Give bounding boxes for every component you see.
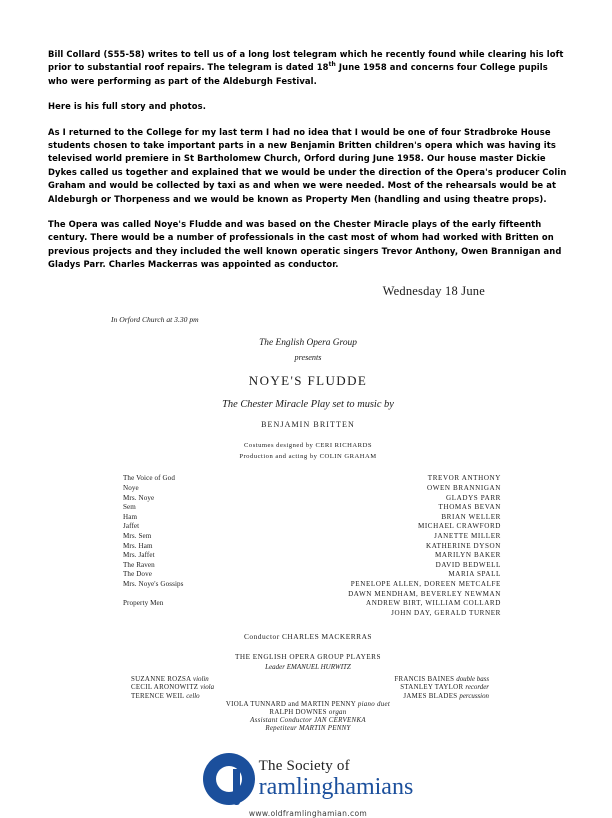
programme-presents: presents (294, 352, 322, 362)
player-right (308, 684, 523, 692)
cast-role: Ham (123, 512, 138, 521)
cast-row (93, 598, 523, 608)
cast-role (93, 608, 274, 618)
programme-venue: In Orford Church at 3.30 pm (111, 314, 199, 324)
player-right-instrument: double bass (456, 676, 489, 684)
article-paragraph-1-lead: Bill Collard (S55-58) writes to tell us of a long lost telegram which he recently found while clearing his loft prior to substantial roof repairs. The telegram is dated 18 (48, 49, 564, 73)
cast-performer: MICHAEL CRAWFORD (417, 522, 501, 531)
cast-performer: JOHN DAY, GERALD TURNER (391, 608, 501, 617)
players-extra-row (93, 708, 523, 716)
players-extra-name: RALPH DOWNES (269, 708, 327, 716)
player-left-instrument: violin (193, 676, 209, 684)
programme-costumes-credit: Costumes designed by CERI RICHARDS (244, 441, 372, 449)
article-paragraph-1-rest: June 1958 and concerns four College pupils who were performing as part of the Aldeburgh Festival. (48, 62, 548, 86)
players-row (93, 676, 523, 684)
cast-performer: THOMAS BEVAN (438, 503, 501, 512)
cast-row (93, 560, 523, 570)
players-list (93, 676, 523, 701)
programme-composer: BENJAMIN BRITTEN (261, 419, 355, 429)
player-left-name: TERENCE WEIL (131, 692, 185, 700)
old-framlinghamians-logo-icon (203, 753, 255, 805)
cast-row (93, 531, 523, 541)
cast-role: The Dove (123, 570, 152, 579)
footer-url[interactable]: www.oldframlinghamian.com (248, 808, 368, 818)
player-left-name: SUZANNE ROZSA (131, 676, 191, 684)
society-line-2: ramlinghamians (258, 773, 414, 800)
player-right (308, 676, 523, 684)
cast-row (93, 502, 523, 512)
footer (48, 753, 568, 818)
cast-row (93, 570, 523, 580)
cast-role: Sem (123, 503, 136, 512)
article-paragraph-1 (48, 48, 568, 88)
player-left-instrument: cello (186, 692, 200, 700)
programme-production-credit: Production and acting by COLIN GRAHAM (239, 452, 377, 460)
player-right-name: JAMES BLADES (403, 692, 458, 700)
cast-performer: ANDREW BIRT, WILLIAM COLLARD (366, 599, 501, 608)
cast-role: Noye (123, 484, 139, 493)
article-text (48, 48, 568, 272)
cast-list (93, 474, 523, 618)
player-left (93, 684, 308, 692)
players-title: THE ENGLISH OPERA GROUP PLAYERS (235, 652, 381, 661)
cast-performer: DAVID BEDWELL (435, 560, 501, 569)
players-row (93, 684, 523, 692)
cast-role: Property Men (123, 599, 164, 608)
cast-row (93, 608, 523, 618)
player-right-name: STANLEY TAYLOR (400, 684, 464, 692)
player-right (308, 692, 523, 700)
players-extra-name: VIOLA TUNNARD and MARTIN PENNY (225, 700, 356, 708)
cast-role: Mrs. Ham (123, 541, 153, 550)
society-line-1: The Society of (258, 757, 350, 774)
players-extra-instrument: organ (328, 708, 347, 716)
cast-performer: JANETTE MILLER (434, 532, 501, 541)
cast-performer: MARIA SPALL (448, 570, 501, 579)
player-left (93, 692, 308, 700)
player-right-instrument: recorder (465, 684, 489, 692)
cast-role: Mrs. Sem (123, 532, 152, 541)
cast-row (93, 474, 523, 484)
cast-row (93, 579, 523, 589)
player-left-instrument: viola (200, 684, 215, 692)
cast-performer: TREVOR ANTHONY (427, 474, 501, 483)
players-row (93, 692, 523, 700)
cast-role: Jaffet (123, 522, 140, 531)
logo-stem (233, 769, 240, 805)
player-right-name: FRANCIS BAINES (394, 676, 455, 684)
cast-performer: OWEN BRANNIGAN (426, 484, 501, 493)
player-left-name: CECIL ARONOWITZ (131, 684, 199, 692)
cast-role: Mrs. Noye (123, 493, 155, 502)
cast-role: Mrs. Jaffet (123, 551, 155, 560)
article-paragraph-3: As I returned to the College for my last term I had no idea that I would be one of four Stradbroke House students chosen to take important parts in a new Benjamin Britten children's opera which was having its televised world premiere in St Bartholomew Church, Orford during June 1958. Our house master Dickie Dykes called us together and explained that we would be under the direction of the Opera's producer Colin Graham and would be collected by taxi as and when we were needed. Most of the rehearsals would be at Aldeburgh or Thorpeness and we would be known as Property Men (handling and using theatre props). (48, 126, 567, 204)
article-paragraph-2: Here is his full story and photos. (48, 101, 206, 112)
programme-date: Wednesday 18 June (382, 283, 485, 298)
programme-title: NOYE'S FLUDDE (248, 372, 368, 388)
players-extra-row (93, 700, 523, 708)
cast-role: The Raven (123, 560, 155, 569)
player-left (93, 676, 308, 684)
programme-conductor: Conductor CHARLES MACKERRAS (243, 631, 373, 641)
players-extra-instrument: piano duet (357, 700, 391, 708)
player-right-instrument: percussion (459, 692, 489, 700)
cast-row (93, 483, 523, 493)
cast-row (93, 589, 523, 599)
logo-text (259, 759, 414, 799)
society-logo (48, 753, 568, 805)
cast-performer: MARILYN BAKER (434, 551, 501, 560)
programme-company: The English Opera Group (259, 337, 357, 348)
cast-role: The Voice of God (123, 474, 175, 483)
cast-role: Mrs. Noye's Gossips (123, 580, 184, 589)
programme-subtitle: The Chester Miracle Play set to music by (222, 398, 394, 410)
date-ordinal-suffix: th (328, 61, 336, 69)
cast-row (93, 550, 523, 560)
players-leader: Leader EMANUEL HURWITZ (265, 662, 351, 671)
cast-performer: GLADYS PARR (445, 493, 501, 502)
cast-role (93, 589, 274, 599)
cast-row (93, 541, 523, 551)
cast-row (93, 493, 523, 503)
article-paragraph-4: The Opera was called Noye's Fludde and was based on the Chester Miracle plays of the early fifteenth century. There would be a number of professionals in the cast most of whom had worked with Britten on previous projects and they included the well known operatic singers Trevor Anthony, Owen Brannigan and Gladys Parr. Charles Mackerras was appointed as conductor. (48, 219, 562, 270)
cast-performer: PENELOPE ALLEN, DOREEN METCALFE (350, 580, 501, 589)
cast-performer: BRIAN WELLER (441, 512, 501, 521)
repetiteur: Repetiteur MARTIN PENNY (265, 725, 351, 733)
cast-row (93, 512, 523, 522)
cast-performer: KATHERINE DYSON (425, 541, 501, 550)
assistant-conductor: Assistant Conductor JAN CERVENKA (250, 717, 366, 725)
cast-row (93, 522, 523, 532)
cast-performer: DAWN MENDHAM, BEVERLEY NEWMAN (348, 589, 501, 598)
programme-facsimile (93, 284, 523, 733)
